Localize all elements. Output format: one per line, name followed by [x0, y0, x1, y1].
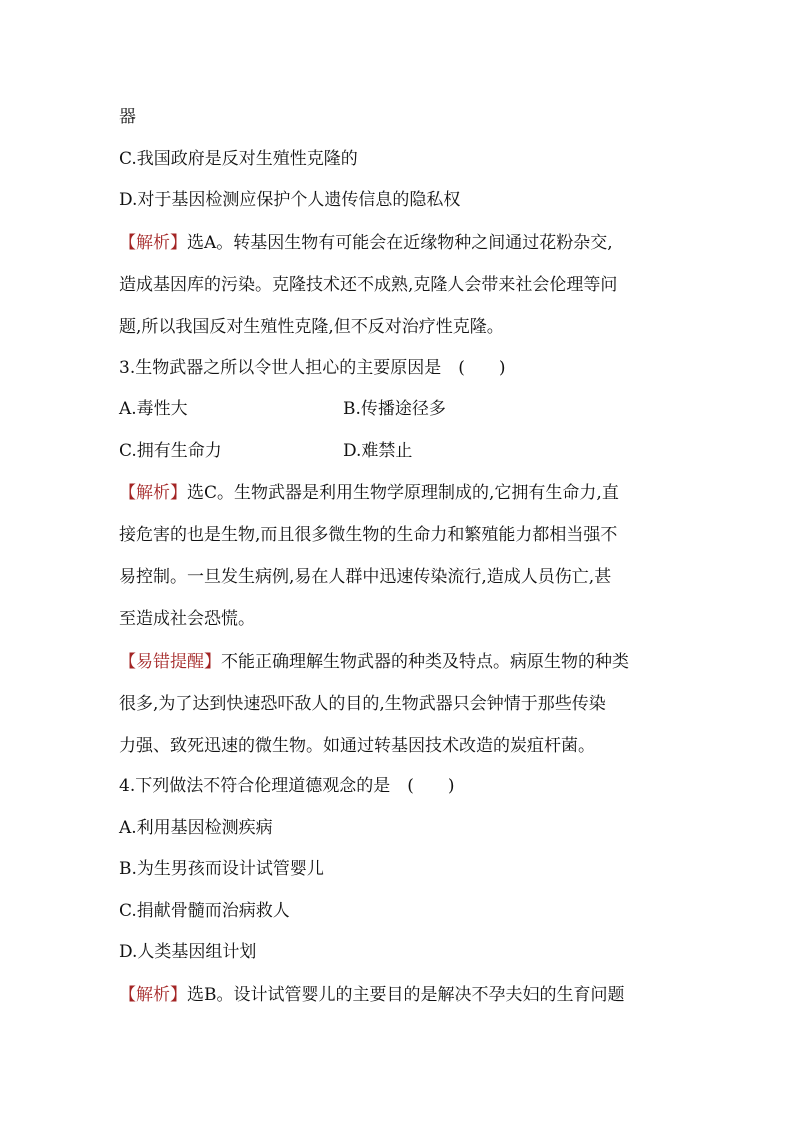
- q4-stem: 4.下列做法不符合伦理道德观念的是 ( ): [119, 776, 455, 796]
- q3-analysis-line-4: 至造成社会恐慌。: [119, 609, 255, 629]
- q3-tip-line-2: 很多,为了达到快速恐吓敌人的目的,生物武器只会钟情于那些传染: [119, 694, 606, 714]
- analysis-text: 选A。转基因生物有可能会在近缘物种之间通过花粉杂交,: [187, 233, 613, 253]
- q3-option-d: D.难禁止: [343, 441, 413, 461]
- q2-analysis-line-1: [119, 232, 679, 254]
- q3-option-c: C.拥有生命力: [119, 441, 222, 461]
- q4-option-b: B.为生男孩而设计试管婴儿: [119, 859, 324, 879]
- q3-analysis-line-1: [119, 482, 679, 504]
- q3-stem: 3.生物武器之所以令世人担心的主要原因是 ( ): [119, 358, 506, 378]
- tip-text: 不能正确理解生物武器的种类及特点。病原生物的种类: [221, 652, 629, 672]
- analysis-tag: 【解析】: [119, 985, 187, 1005]
- analysis-tag: 【解析】: [119, 233, 187, 253]
- q4-option-c: C.捐献骨髓而治病救人: [119, 901, 290, 921]
- analysis-text: 选C。生物武器是利用生物学原理制成的,它拥有生命力,直: [187, 483, 619, 503]
- continuation-text: 器: [119, 107, 136, 127]
- analysis-text: 选B。设计试管婴儿的主要目的是解决不孕夫妇的生育问题: [187, 985, 625, 1005]
- q3-tip-line-3: 力强、致死迅速的微生物。如通过转基因技术改造的炭疽杆菌。: [119, 736, 595, 756]
- q3-analysis-line-3: 易控制。一旦发生病例,易在人群中迅速传染流行,造成人员伤亡,甚: [119, 567, 612, 587]
- tip-tag: 【易错提醒】: [119, 652, 221, 672]
- q4-analysis-line-1: [119, 984, 679, 1006]
- q3-option-a: A.毒性大: [119, 399, 188, 419]
- analysis-tag: 【解析】: [119, 483, 187, 503]
- q2-option-c: C.我国政府是反对生殖性克隆的: [119, 149, 358, 169]
- q3-tip-line-1: [119, 651, 679, 673]
- q4-option-a: A.利用基因检测疾病: [119, 818, 273, 838]
- q3-analysis-line-2: 接危害的也是生物,而且很多微生物的生命力和繁殖能力都相当强不: [119, 525, 618, 545]
- q2-option-d: D.对于基因检测应保护个人遗传信息的隐私权: [119, 190, 461, 210]
- q2-analysis-line-3: 题,所以我国反对生殖性克隆,但不反对治疗性克隆。: [119, 317, 504, 337]
- q2-analysis-line-2: 造成基因库的污染。克隆技术还不成熟,克隆人会带来社会伦理等问: [119, 275, 618, 295]
- q3-option-b: B.传播途径多: [343, 399, 446, 419]
- q4-option-d: D.人类基因组计划: [119, 942, 257, 962]
